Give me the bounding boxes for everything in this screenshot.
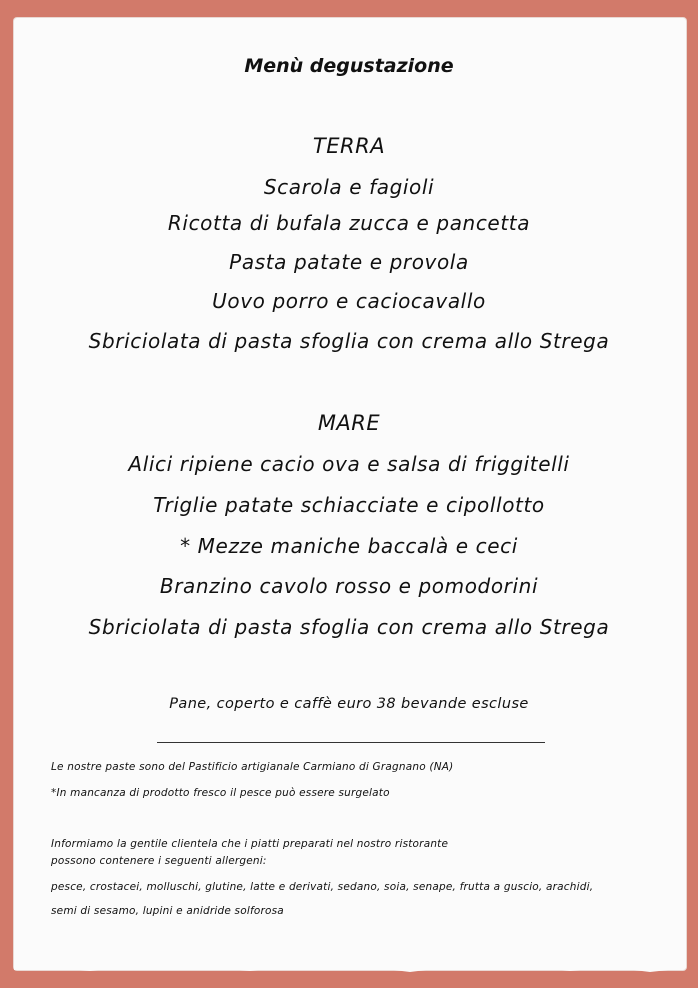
note-allergen-intro-2: possono contenere i seguenti allergeni: <box>51 855 267 867</box>
dish-mare-1: Alici ripiene cacio ova e salsa di friggitelli <box>128 452 570 476</box>
dish-mare-4: Branzino cavolo rosso e pomodorini <box>159 574 539 598</box>
note-pasta: Le nostre paste sono del Pastificio artigianale Carmiano di Gragnano (NA) <box>51 761 454 773</box>
torn-edge-top <box>0 12 698 34</box>
dish-terra-3: Pasta patate e provola <box>229 250 469 274</box>
dish-terra-1: Scarola e fagioli <box>263 175 435 199</box>
dish-mare-3: * Mezze maniche baccalà e ceci <box>180 534 518 558</box>
dish-mare-2: Triglie patate schiacciate e cipollotto <box>153 493 545 517</box>
dish-mare-5: Sbriciolata di pasta sfoglia con crema allo Strega <box>88 615 610 639</box>
dish-terra-5: Sbriciolata di pasta sfoglia con crema allo Strega <box>88 329 610 353</box>
note-allergen-list-1: pesce, crostacei, molluschi, glutine, latte e derivati, sedano, soia, senape, frutta a guscio, arachidi, <box>51 881 594 893</box>
menu-title: Menù degustazione <box>244 55 454 77</box>
dish-terra-2: Ricotta di bufala zucca e pancetta <box>167 211 531 235</box>
note-allergen-intro-1: Informiamo la gentile clientela che i piatti preparati nel nostro ristorante <box>51 838 449 850</box>
divider-line <box>157 742 545 743</box>
price-line: Pane, coperto e caffè euro 38 bevande escluse <box>169 696 529 712</box>
section-heading-terra: TERRA <box>312 134 386 158</box>
dish-terra-4: Uovo porro e caciocavallo <box>212 289 486 313</box>
note-allergen-list-2: semi di sesamo, lupini e anidride solforosa <box>51 905 284 917</box>
torn-edge-bottom <box>0 958 698 980</box>
section-heading-mare: MARE <box>317 411 381 435</box>
note-fish: *In mancanza di prodotto fresco il pesce può essere surgelato <box>51 787 390 799</box>
